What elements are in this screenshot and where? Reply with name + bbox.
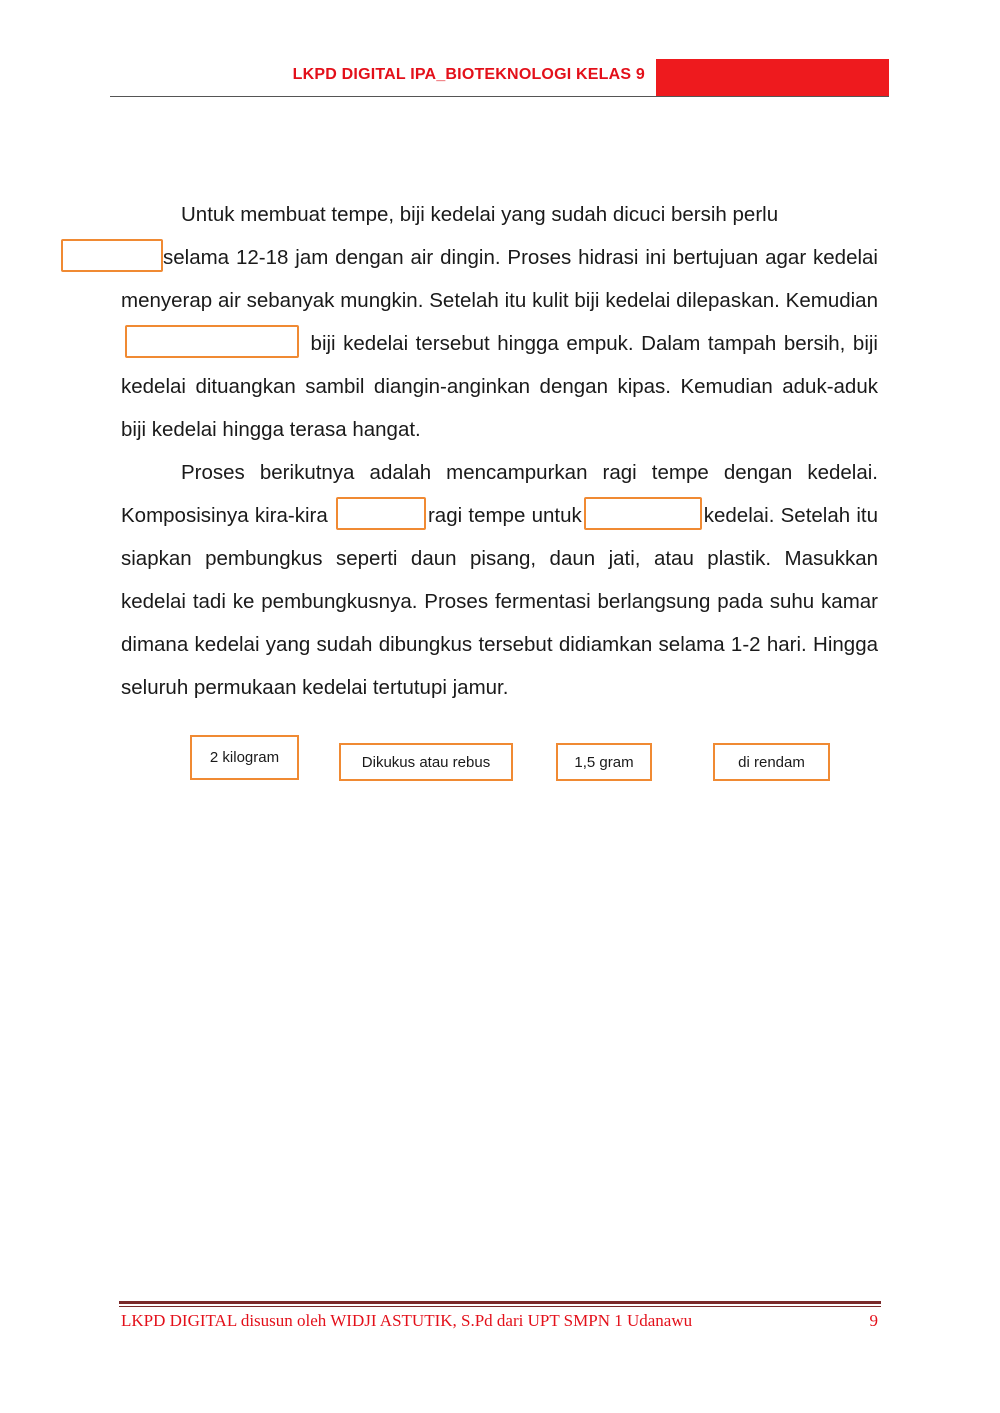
worksheet-text xyxy=(121,193,878,709)
footer-divider-thin xyxy=(119,1306,881,1307)
header-accent-block xyxy=(656,59,889,97)
footer-divider xyxy=(119,1301,881,1304)
answer-option-1-5-gram[interactable]: 1,5 gram xyxy=(556,743,652,781)
header-title: LKPD DIGITAL IPA_BIOTEKNOLOGI KELAS 9 xyxy=(292,66,645,83)
answer-option-2-kilogram[interactable]: 2 kilogram xyxy=(190,735,299,780)
paragraph-1-sentence-2: selama 12-18 jam dengan air dingin. Proses hidrasi ini bertujuan agar kedelai menyerap air sebanyak mungkin. Setelah itu kulit biji kedelai dilepaskan. Kemudian xyxy=(121,246,878,312)
paragraph-2 xyxy=(121,451,878,709)
paragraph-1-sentence-1: Untuk membuat tempe, biji kedelai yang sudah dicuci bersih perlu xyxy=(181,203,779,226)
footer-credit: LKPD DIGITAL disusun oleh WIDJI ASTUTIK, S.Pd dari UPT SMPN 1 Udanawu xyxy=(121,1311,693,1330)
answer-blank-3[interactable] xyxy=(336,497,426,530)
header-divider xyxy=(110,96,889,97)
answer-blank-1[interactable] xyxy=(61,239,163,272)
paragraph-1 xyxy=(121,193,878,451)
paragraph-2-sentence-1: Proses berikutnya adalah mencampurkan ragi tempe dengan kedelai. Komposisinya kira-kira xyxy=(121,461,878,527)
answer-blank-4[interactable] xyxy=(584,497,702,530)
answer-blank-2[interactable] xyxy=(125,325,299,358)
page-number: 9 xyxy=(869,1311,878,1330)
paragraph-2-sentence-2: ragi tempe untuk xyxy=(427,504,582,527)
paragraph-1-sentence-3: biji kedelai tersebut hingga empuk. Dalam tampah bersih, biji kedelai dituangkan sambil diangin-anginkan dengan kipas. Kemudian aduk-aduk biji kedelai hingga terasa hangat. xyxy=(121,332,878,441)
paragraph-2-sentence-3: kedelai. Setelah itu siapkan pembungkus seperti daun pisang, daun jati, atau plastik. Masukkan kedelai tadi ke pembungkusnya. Proses fermentasi berlangsung pada suhu kamar dimana kedelai yang sudah dibungkus tersebut didiamkan selama 1-2 hari. Hingga seluruh permukaan kedelai tertutupi jamur. xyxy=(121,504,879,699)
answer-option-di-rendam[interactable]: di rendam xyxy=(713,743,830,781)
answer-option-dikukus-atau-rebus[interactable]: Dikukus atau rebus xyxy=(339,743,513,781)
